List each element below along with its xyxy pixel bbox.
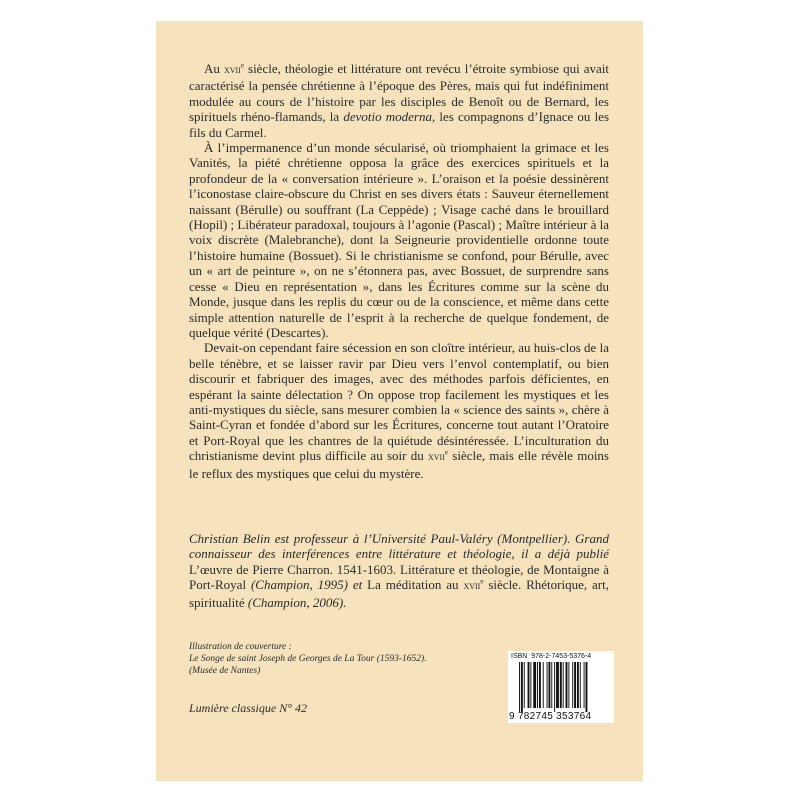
main-text [189,61,609,481]
century-numeral: xvii [463,580,481,593]
cover-illustration-credit: Illustration de couverture : Le Songe de saint Joseph de Georges de La Tour (1593-1652). (Musée de Nantes) [189,642,427,676]
collection-label: Lumière classique N° 42 [189,701,308,715]
author-bio: Christian Belin est professeur à l’Université Paul-Valéry (Montpellier). Grand connaisseur des interférences entre littérature et théologie, il a déjà publié L’œuvre de Pierre Charron. 1541-1603. Littérature et théologie, de Montaigne à Port-Royal (Champion, 1995) et La méditation au xvii$^e$ siècle. Rhétorique, art, spiritualité (Champion, 2006). [189,531,609,610]
barcode-number: 9 782745 353764 [509,711,592,722]
barcode-icon [519,662,611,712]
isbn-label: ISBN 978-2-7453-5376-4 [511,653,592,660]
century-numeral: xvii [428,451,445,464]
paragraph-2: À l’impermanence d’un monde sécularisé, où triomphaient la grimace et les Vanités, la piété chrétienne opposa la grâce des exercices spirituels et la profondeur de la « conversation intérieure ». L’oraison et la poésie dessinèrent l’iconostase claire-obscure du Christ en ses divers états : Sauveur éternellement naissant (Bérulle) ou souffrant (La Ceppède) ; Visage caché dans le brouillard (Hopil) ; Libérateur paradoxal, toujours à l’agonie (Pascal) ; Maître intérieur à la voix discrète (Malebranche), dont la Seigneurie providentielle ordonne toute l’histoire humaine (Bossuet). Si le christianisme se confond, pour Bérulle, avec un « art de peinture », on ne s’étonnera pas, avec Bossuet, de surprendre sans cesse « Dieu en représentation », dans les Écritures comme sur la scène du Monde, jusque dans les replis du cœur ou de la conscience, et même dans cette simple attention naturelle de l’esprit à la recherche de quelque fondement, de quelque vérité (Descartes). [189,140,609,340]
century-numeral: xvii [223,64,241,76]
paragraph-3: Devait-on cependant faire sécession en son cloître intérieur, au huis-clos de la belle ténèbre, et se laisser ravir par Dieu vers l’envol contemplatif, ou bien discourir et fabriquer des images, avec des méthodes parfois déficientes, en espérant la sainte délectation ? On oppose trop facilement les mystiques et les anti-mystiques du siècle, sans mesurer combien la « science des saints », chère à Saint-Cyran et fondée d’abord sur les Écritures, concerne tout autant l’Oratoire et Port-Royal que les chantres de la quiétude désintéressée. L’inculturation du christianisme devint plus difficile au soir du xvii$^e$ siècle, mais elle révèle moins le reflux des mystiques que celui du mystère. [189,340,609,481]
paragraph-1: Au xvii$^e$ siècle, théologie et littérature ont revécu l’étroite symbiose qui avait caractérisé la pensée chrétienne à l’époque des Pères, mais qui fut indéfiniment modulée au cours de l’histoire par les disciples de Benoît ou de Bernard, les spirituels rhéno-flamands, la devotio moderna, les compagnons d’Ignace ou les fils du Carmel. [189,61,610,140]
